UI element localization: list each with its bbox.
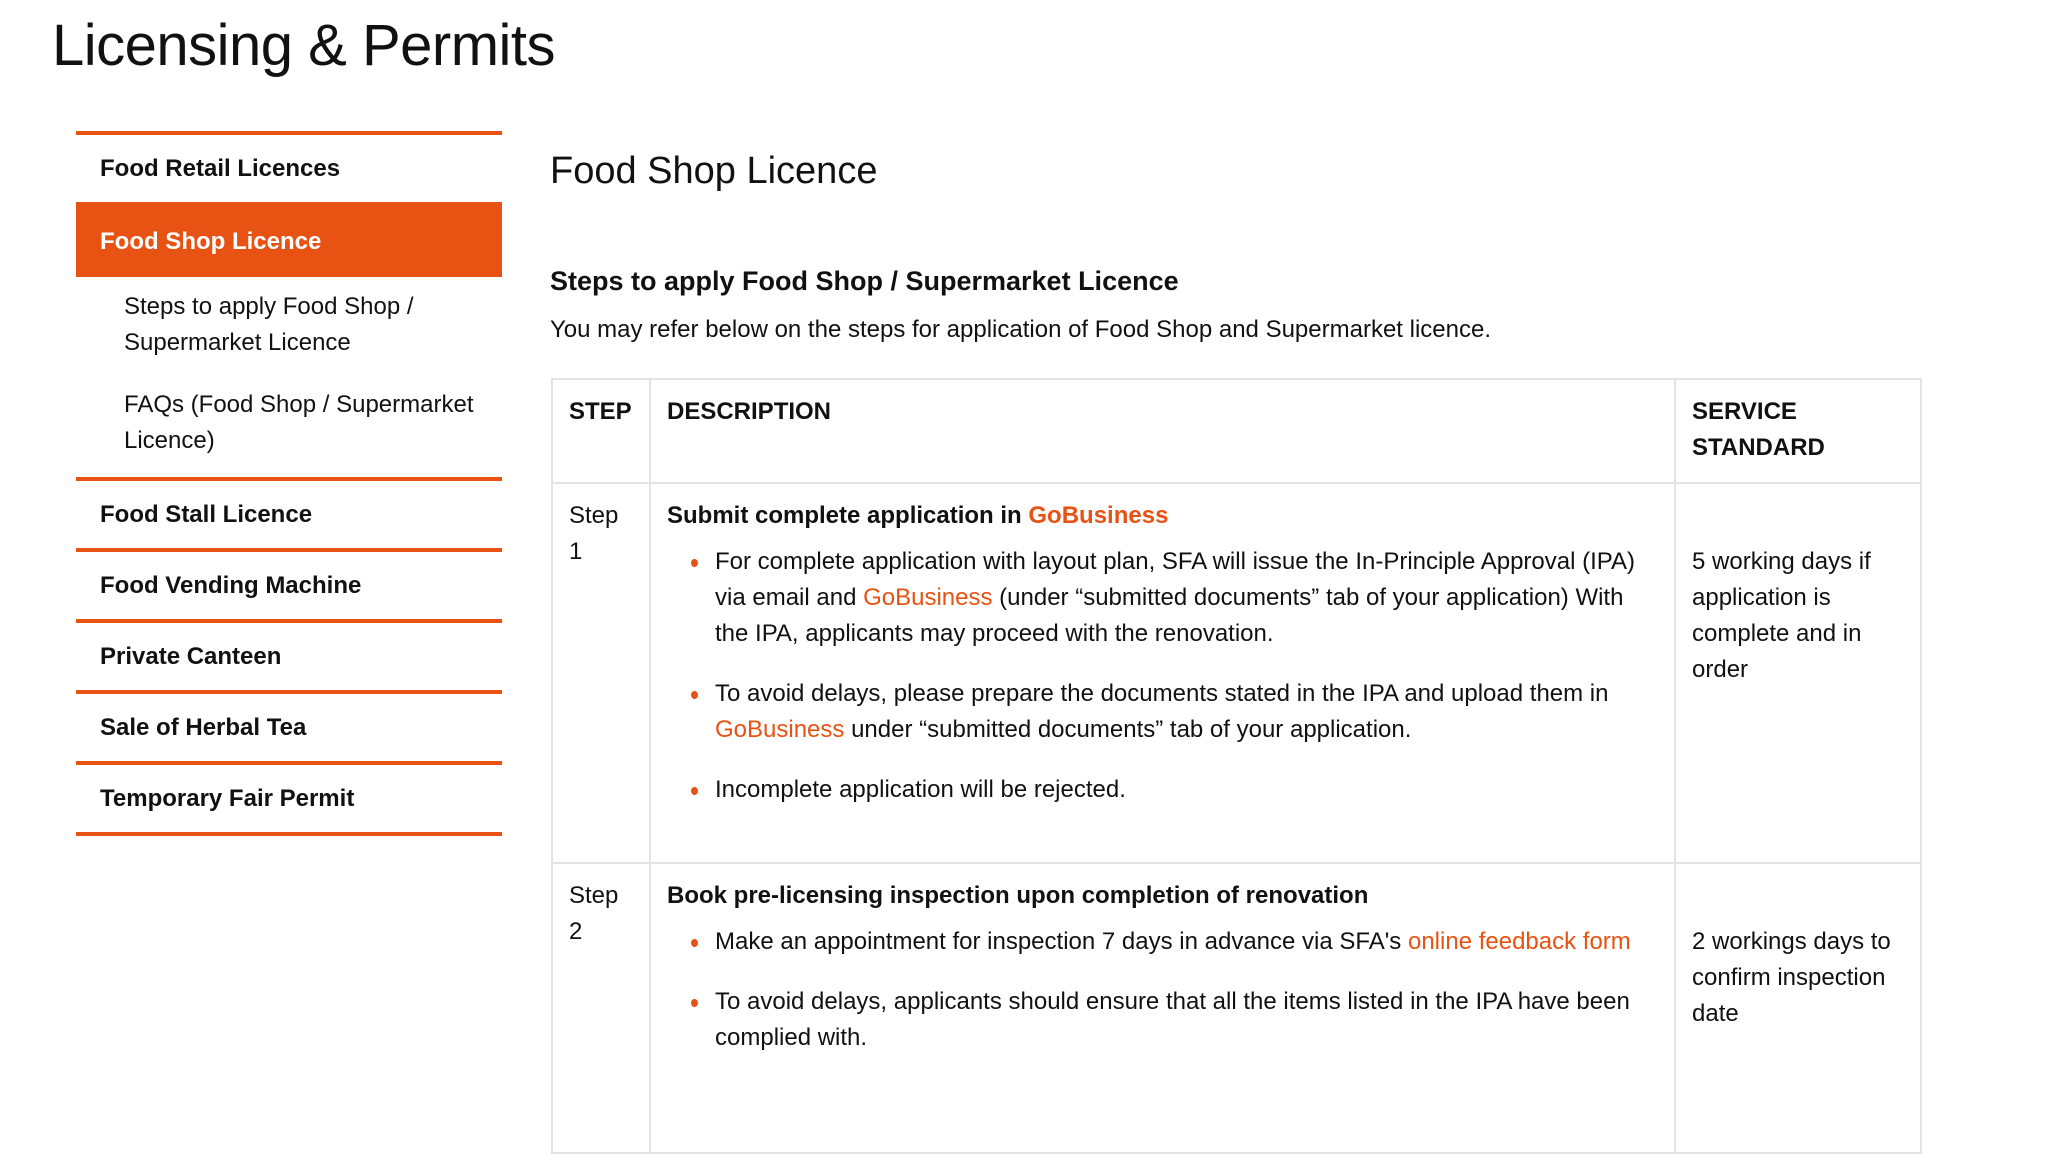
sidebar-item-food-vending-machine[interactable]: Food Vending Machine bbox=[76, 552, 502, 623]
sidebar-item-sale-of-herbal-tea[interactable]: Sale of Herbal Tea bbox=[76, 694, 502, 765]
description-cell bbox=[650, 863, 1675, 1153]
list-item bbox=[715, 924, 1658, 960]
table-header-row bbox=[552, 379, 1921, 483]
step-title bbox=[667, 498, 1658, 534]
step-title-text: Submit complete application in bbox=[667, 502, 1029, 529]
gobusiness-link[interactable]: GoBusiness bbox=[1028, 502, 1169, 529]
table-row bbox=[552, 863, 1921, 1153]
sidebar-item-food-stall-licence[interactable]: Food Stall Licence bbox=[76, 481, 502, 552]
bullet-text: under “submitted documents” tab of your application. bbox=[844, 716, 1412, 743]
header-description: DESCRIPTION bbox=[650, 379, 1675, 483]
bullet-text: Make an appointment for inspection 7 days in advance via SFA's bbox=[715, 928, 1408, 955]
sidebar-item-food-shop-licence[interactable]: Food Shop Licence bbox=[76, 206, 502, 277]
service-standard-cell bbox=[1675, 483, 1921, 863]
gobusiness-link[interactable]: GoBusiness bbox=[715, 716, 845, 743]
bullet-text: To avoid delays, please prepare the documents stated in the IPA and upload them in bbox=[715, 680, 1609, 707]
section-heading: Food Shop Licence bbox=[550, 150, 878, 192]
bullet-list bbox=[667, 544, 1658, 808]
sidebar-nav bbox=[76, 131, 502, 836]
list-item bbox=[715, 544, 1658, 652]
sidebar-sub-list bbox=[76, 277, 502, 481]
page-title: Licensing & Permits bbox=[52, 13, 556, 78]
list-item bbox=[715, 676, 1658, 748]
header-service-standard: SERVICE STANDARD bbox=[1675, 379, 1921, 483]
bullet-text: Incomplete application will be rejected. bbox=[715, 776, 1126, 803]
sidebar-subitem-steps[interactable]: Steps to apply Food Shop / Supermarket Licence bbox=[124, 293, 414, 356]
list-item bbox=[715, 772, 1658, 808]
online-feedback-form-link[interactable]: online feedback form bbox=[1407, 928, 1631, 955]
sidebar-item-food-retail-licences[interactable]: Food Retail Licences bbox=[76, 135, 502, 206]
list-item bbox=[715, 984, 1658, 1056]
step-title: Book pre-licensing inspection upon completion of renovation bbox=[667, 882, 1369, 909]
steps-table bbox=[551, 378, 1922, 1154]
gobusiness-link[interactable]: GoBusiness bbox=[863, 584, 993, 611]
header-step: STEP bbox=[552, 379, 650, 483]
bullet-text: To avoid delays, applicants should ensure that all the items listed in the IPA have been complied with. bbox=[715, 988, 1630, 1051]
sidebar-item-private-canteen[interactable]: Private Canteen bbox=[76, 623, 502, 694]
bullet-text: (under “submitted documents” tab of your application) With the IPA, applicants may proceed with the renovation. bbox=[715, 584, 1624, 647]
bullet-text: For complete application with layout plan, SFA will issue the In-Principle Approval (IPA) via email and bbox=[715, 548, 1635, 611]
step-cell: Step 1 bbox=[552, 483, 650, 863]
sidebar-item-temporary-fair-permit[interactable]: Temporary Fair Permit bbox=[76, 765, 502, 836]
intro-text: You may refer below on the steps for application of Food Shop and Supermarket licence. bbox=[550, 316, 1492, 343]
service-standard-cell bbox=[1675, 863, 1921, 1153]
service-standard-text: 2 workings days to confirm inspection date bbox=[1692, 928, 1891, 1027]
description-cell bbox=[650, 483, 1675, 863]
sidebar-subitem-faqs[interactable]: FAQs (Food Shop / Supermarket Licence) bbox=[124, 391, 474, 454]
service-standard-text: 5 working days if application is complete and in order bbox=[1692, 548, 1871, 683]
step-cell: Step 2 bbox=[552, 863, 650, 1153]
bullet-list bbox=[667, 924, 1658, 1056]
steps-heading: Steps to apply Food Shop / Supermarket Licence bbox=[550, 266, 1179, 296]
table-row bbox=[552, 483, 1921, 863]
